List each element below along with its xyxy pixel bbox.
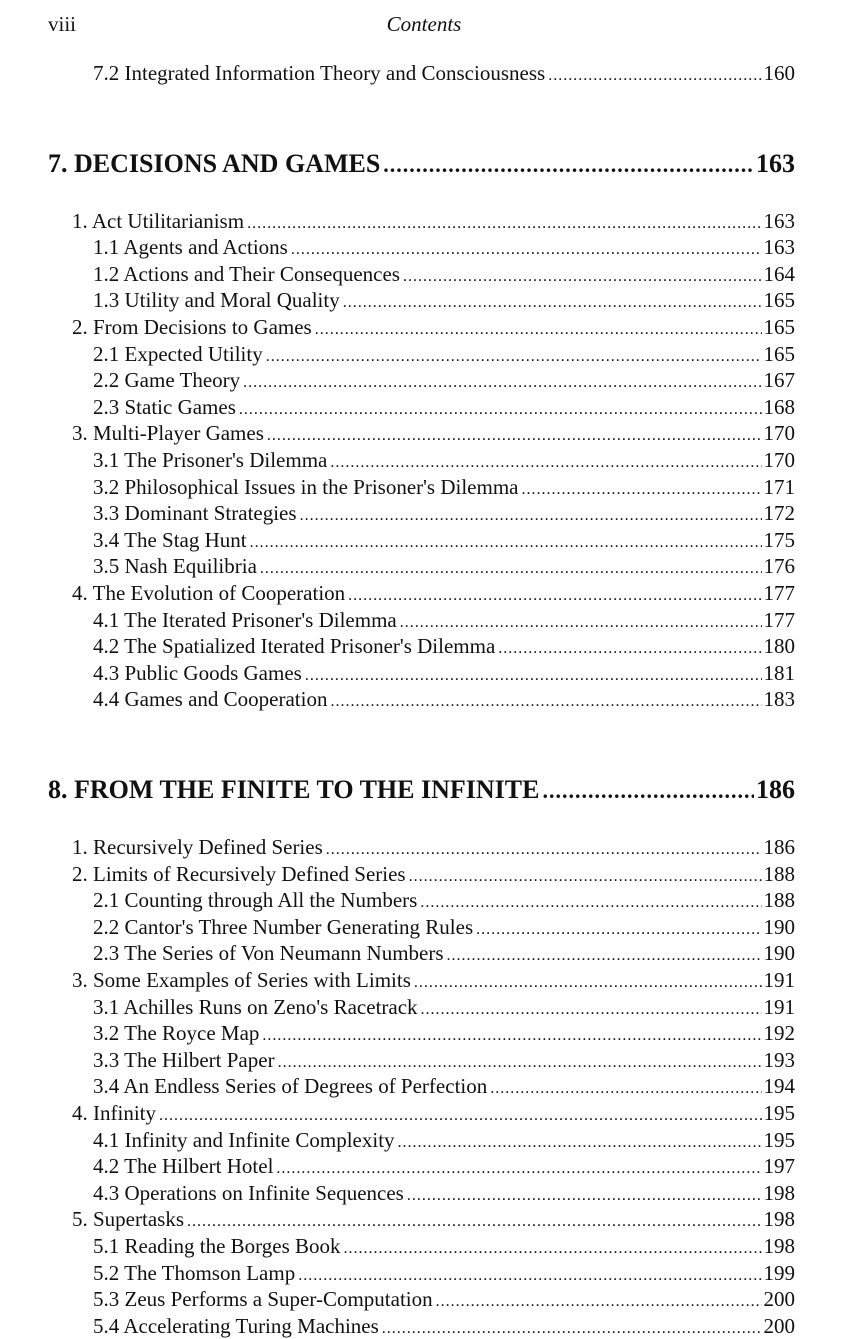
dot-leader <box>330 689 761 712</box>
page-number: viii <box>48 12 77 36</box>
toc-entry-page: 188 <box>763 861 795 886</box>
dot-leader <box>476 917 761 940</box>
dot-leader <box>300 503 762 526</box>
toc-entry <box>93 607 795 633</box>
toc-entry-page: 176 <box>763 554 795 579</box>
toc-entry-title: 3. Multi-Player Games <box>72 421 264 446</box>
dot-leader <box>490 1076 761 1099</box>
toc-entry <box>93 940 795 966</box>
toc-entry <box>93 1180 795 1206</box>
toc-entry <box>93 287 795 313</box>
toc-entry <box>72 1100 795 1126</box>
dot-leader <box>436 1289 762 1312</box>
toc-entry <box>93 394 795 420</box>
toc-entry <box>72 208 795 234</box>
toc-entry-title: 4. Infinity <box>72 1101 156 1125</box>
toc-entry-page: 160 <box>763 61 795 85</box>
toc-entry <box>93 686 795 712</box>
dot-leader <box>266 344 762 367</box>
toc-entry-title: 4.2 The Hilbert Hotel <box>93 1154 274 1179</box>
toc-entry-page: 165 <box>763 341 795 366</box>
toc-entry-page: 164 <box>763 261 795 286</box>
running-header <box>48 10 800 40</box>
toc-entry-page: 198 <box>763 1180 795 1205</box>
toc-entry <box>93 914 795 940</box>
toc-entry-page: 186 <box>763 835 795 859</box>
toc-entry-title: 3.3 Dominant Strategies <box>93 501 297 526</box>
toc-entry-title: 5.2 The Thomson Lamp <box>93 1260 296 1285</box>
toc-entry-page: 193 <box>763 1047 795 1072</box>
toc-entry-page: 163 <box>763 208 795 233</box>
dot-leader <box>522 477 762 500</box>
dot-leader <box>239 397 762 420</box>
toc-entry-title: 5.3 Zeus Performs a Super-Computation <box>93 1287 433 1312</box>
toc-entry-title: 7. DECISIONS AND GAMES <box>48 148 381 178</box>
toc-entry-page: 199 <box>763 1260 795 1285</box>
toc-entry-page: 186 <box>756 775 795 804</box>
dot-leader <box>276 1156 761 1179</box>
toc-chapter-heading <box>48 773 795 807</box>
toc-entry <box>72 420 795 446</box>
toc-entry-title: 3.2 Philosophical Issues in the Prisoner's Dilemma <box>93 474 519 499</box>
dot-leader <box>343 290 762 313</box>
toc-entry <box>93 367 795 393</box>
dot-leader <box>278 1050 762 1073</box>
toc-entry <box>93 1153 795 1179</box>
toc-entry <box>93 261 795 287</box>
toc-entry <box>93 447 795 473</box>
toc-entry-page: 177 <box>763 607 795 632</box>
dot-leader <box>315 317 762 340</box>
dot-leader <box>291 237 762 260</box>
dot-leader <box>305 663 762 686</box>
toc-entry-page: 194 <box>763 1074 795 1099</box>
toc-entry-title: 3.5 Nash Equilibria <box>93 554 257 579</box>
toc-entry-title: 1.3 Utility and Moral Quality <box>93 288 340 313</box>
toc-entry-page: 181 <box>763 660 795 685</box>
dot-leader <box>326 837 762 860</box>
toc-entry-page: 170 <box>763 448 795 472</box>
toc-entry-title: 3.4 The Stag Hunt <box>93 527 247 552</box>
toc-entry-page: 200 <box>763 1287 795 1312</box>
toc-entry <box>93 1286 795 1312</box>
dot-leader <box>383 148 754 181</box>
dot-leader <box>187 1209 762 1232</box>
toc-entry <box>93 1233 795 1259</box>
dot-leader <box>247 211 761 234</box>
dot-leader <box>403 264 762 287</box>
running-head-title: Contents <box>386 12 462 36</box>
toc-entry-title: 4.1 Infinity and Infinite Complexity <box>93 1127 395 1152</box>
toc-entry-page: 165 <box>763 288 795 313</box>
dot-leader <box>243 370 761 393</box>
dot-leader <box>159 1103 762 1126</box>
toc-entry-title: 5. Supertasks <box>72 1207 184 1232</box>
toc-entry <box>93 1020 795 1046</box>
dot-leader <box>298 1263 761 1286</box>
toc-entry-page: 172 <box>763 501 795 526</box>
dot-leader <box>498 636 761 659</box>
toc-entry <box>72 580 795 606</box>
toc-entry <box>93 1313 795 1339</box>
toc-entry <box>93 994 795 1020</box>
dot-leader <box>400 610 762 633</box>
toc-entry-title: 2.1 Counting through All the Numbers <box>93 888 418 913</box>
dot-leader <box>407 1183 762 1206</box>
dot-leader <box>250 530 762 553</box>
dot-leader <box>348 583 761 606</box>
toc-entry-title: 3.4 An Endless Series of Degrees of Perfection <box>93 1074 488 1099</box>
toc-entry <box>93 1047 795 1073</box>
dot-leader <box>542 774 754 807</box>
toc-entry-page: 198 <box>763 1234 795 1258</box>
toc-entry-title: 2.3 Static Games <box>93 394 236 419</box>
dot-leader <box>421 997 762 1020</box>
toc-entry-title: 3.2 The Royce Map <box>93 1021 260 1046</box>
toc-entry-title: 3.3 The Hilbert Paper <box>93 1047 275 1072</box>
toc-entry <box>93 527 795 553</box>
toc-entry-page: 180 <box>763 634 795 659</box>
toc-entry-page: 167 <box>763 368 795 393</box>
toc-entry <box>93 887 795 913</box>
toc-entry-title: 4.1 The Iterated Prisoner's Dilemma <box>93 607 397 632</box>
toc-entry-page: 200 <box>763 1313 795 1338</box>
toc-entry-title: 2.3 The Series of Von Neumann Numbers <box>93 941 444 966</box>
toc-entry-title: 1. Act Utilitarianism <box>72 208 245 233</box>
toc-entry-title: 2.2 Game Theory <box>93 368 241 393</box>
toc-entry-page: 190 <box>763 941 795 966</box>
dot-leader <box>398 1130 762 1153</box>
toc-entry-page: 177 <box>763 581 795 605</box>
toc-entry-title: 1.2 Actions and Their Consequences <box>93 261 400 286</box>
toc-entry-page: 163 <box>756 148 795 178</box>
toc-entry-page: 163 <box>763 235 795 260</box>
toc-entry-page: 197 <box>763 1154 795 1179</box>
toc-entry-title: 5.4 Accelerating Turing Machines <box>93 1313 379 1338</box>
toc-entry-page: 195 <box>763 1127 795 1152</box>
toc-entry-page: 190 <box>763 914 795 939</box>
toc-entry-title: 2.2 Cantor's Three Number Generating Rules <box>93 914 474 939</box>
dot-leader <box>447 943 762 966</box>
toc-entry <box>93 341 795 367</box>
toc-entry <box>72 834 795 860</box>
toc-entry <box>93 234 795 260</box>
dot-leader <box>260 556 762 579</box>
toc-entry-page: 191 <box>763 968 795 992</box>
toc-entry <box>72 967 795 993</box>
toc-entry-title: 4.2 The Spatialized Iterated Prisoner's Dilemma <box>93 634 496 659</box>
dot-leader <box>409 864 762 887</box>
dot-leader <box>262 1023 761 1046</box>
toc-entry <box>93 553 795 579</box>
toc-entry <box>93 474 795 500</box>
toc-entry-title: 3. Some Examples of Series with Limits <box>72 968 411 992</box>
toc-entry-page: 183 <box>763 687 795 712</box>
toc-entry <box>93 1127 795 1153</box>
toc-entry <box>93 633 795 659</box>
toc-entry <box>93 500 795 526</box>
toc-entry-page: 192 <box>763 1021 795 1046</box>
toc-entry-title: 1.1 Agents and Actions <box>93 235 288 260</box>
toc-entry-title: 2. Limits of Recursively Defined Series <box>72 861 406 886</box>
toc-chapter-heading <box>48 147 795 181</box>
toc-entry-title: 4.3 Operations on Infinite Sequences <box>93 1180 404 1205</box>
toc-entry-page: 168 <box>763 394 795 419</box>
dot-leader <box>420 890 761 913</box>
dot-leader <box>344 1236 762 1259</box>
toc-entry-title: 3.1 Achilles Runs on Zeno's Racetrack <box>93 994 418 1019</box>
toc-entry-page: 170 <box>763 421 795 446</box>
toc-entry <box>72 314 795 340</box>
toc-entry <box>72 861 795 887</box>
toc-entry-title: 3.1 The Prisoner's Dilemma <box>93 448 328 472</box>
toc-entry-title: 5.1 Reading the Borges Book <box>93 1234 341 1258</box>
toc-entry-title: 4.4 Games and Cooperation <box>93 687 328 712</box>
toc-entry-title: 2. From Decisions to Games <box>72 315 312 339</box>
toc-entry <box>93 660 795 686</box>
toc-entry-title: 7.2 Integrated Information Theory and Consciousness <box>93 61 546 85</box>
toc-entry <box>93 1073 795 1099</box>
toc-entry-page: 191 <box>763 994 795 1019</box>
toc-entry-page: 188 <box>763 888 795 913</box>
dot-leader <box>330 450 761 473</box>
toc-entry <box>93 1260 795 1286</box>
toc-entry <box>93 60 795 86</box>
toc-entry-title: 8. FROM THE FINITE TO THE INFINITE <box>48 775 540 804</box>
toc-entry-title: 4. The Evolution of Cooperation <box>72 581 346 605</box>
dot-leader <box>414 970 762 993</box>
toc-entry-page: 175 <box>763 527 795 552</box>
toc-entry-page: 171 <box>763 474 795 499</box>
toc-entry-page: 198 <box>763 1207 795 1232</box>
toc-entry-title: 1. Recursively Defined Series <box>72 835 323 859</box>
toc-entry <box>72 1206 795 1232</box>
toc-entry-title: 2.1 Expected Utility <box>93 341 263 366</box>
dot-leader <box>267 423 762 446</box>
toc-entry-page: 165 <box>763 315 795 339</box>
dot-leader <box>382 1316 762 1339</box>
dot-leader <box>548 63 761 86</box>
toc-entry-title: 4.3 Public Goods Games <box>93 660 302 685</box>
toc-entry-page: 195 <box>763 1101 795 1125</box>
